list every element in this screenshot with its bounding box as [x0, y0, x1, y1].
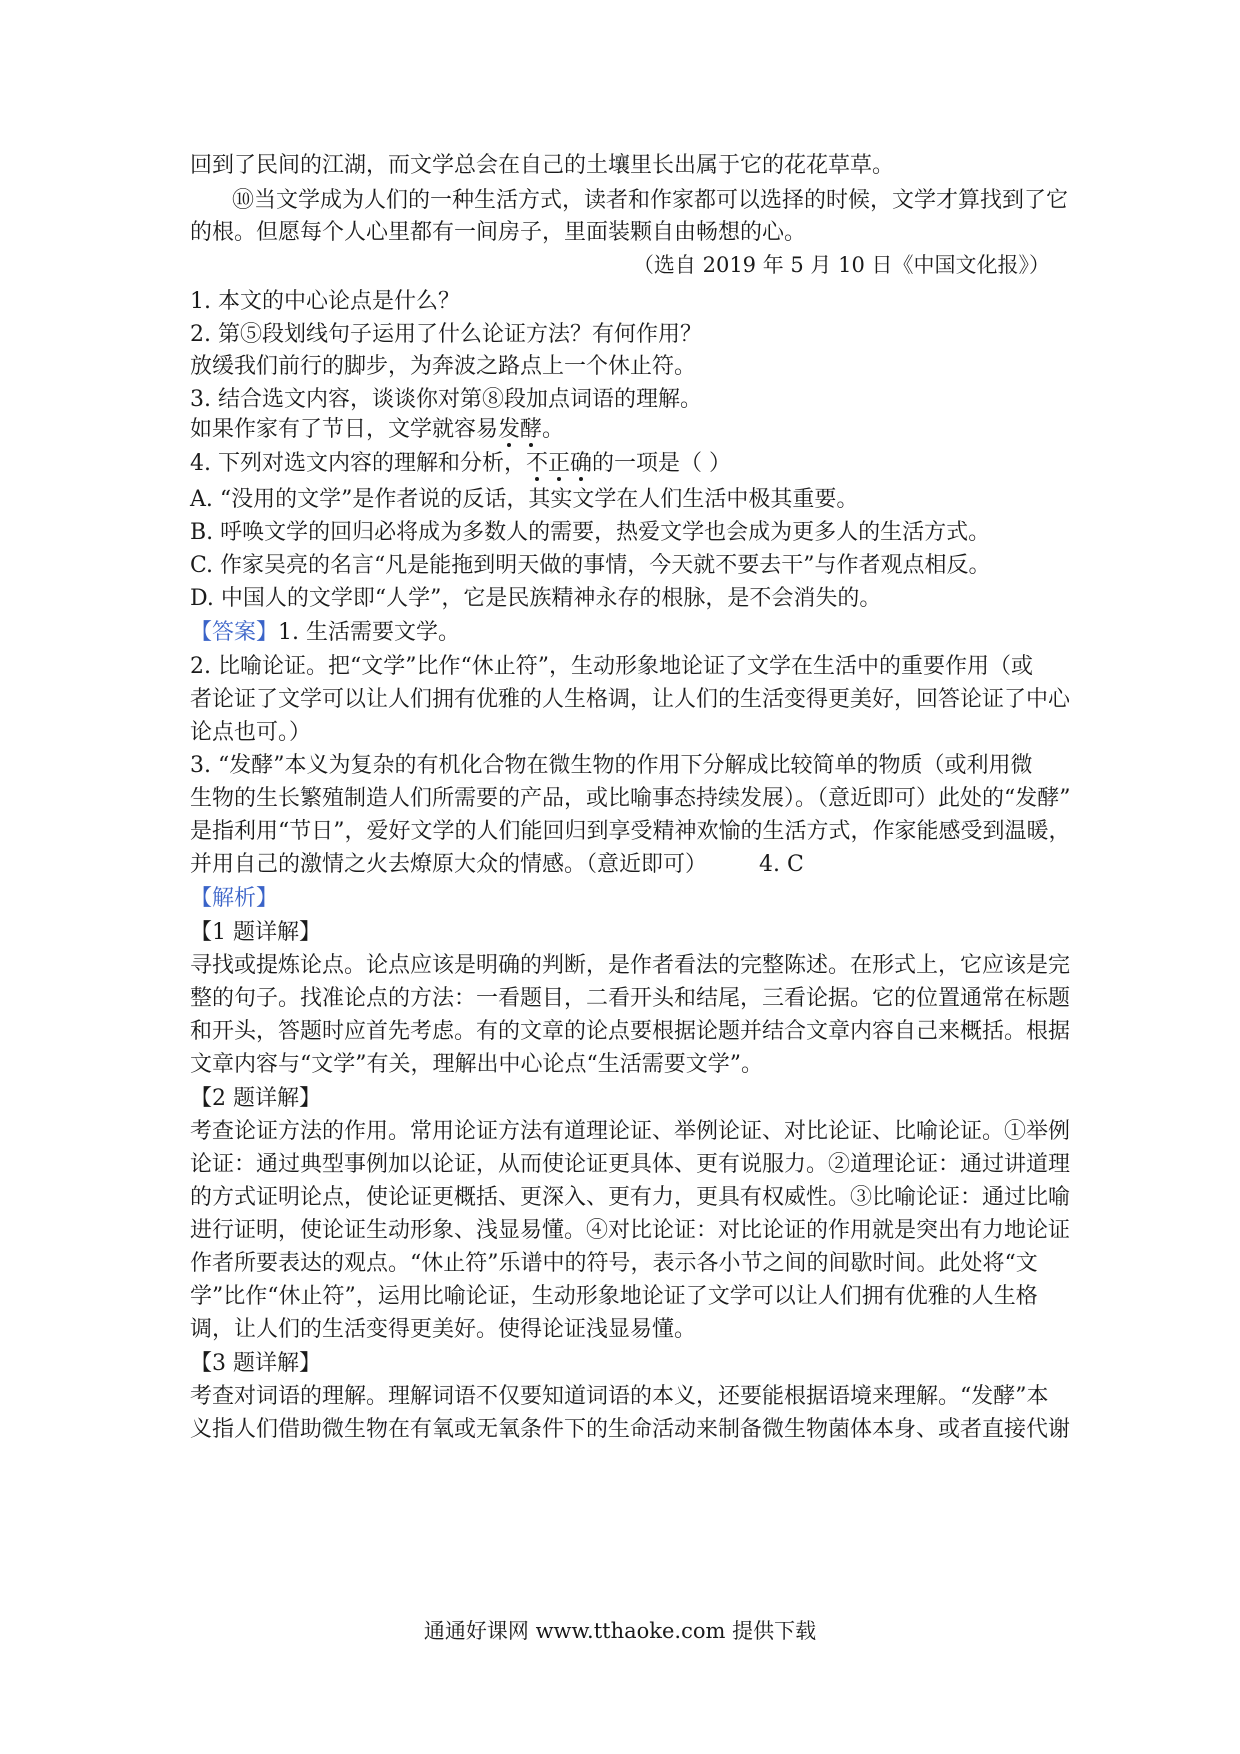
- analysis-1-line: 文章内容与“文学”有关，理解出中心论点“生活需要文学”。: [190, 1052, 763, 1077]
- question-2: 2. 第⑤段划线句子运用了什么论证方法？有何作用？: [190, 322, 702, 347]
- analysis-2-line: 的方式证明论点，使论证更概括、更深入、更有力，更具有权威性。③比喻论证：通过比喻: [190, 1185, 1071, 1210]
- answer-2-line-1: 2. 比喻论证。把“文学”比作“休止符”，生动形象地论证了文学在生活中的重要作用（或: [190, 654, 1033, 679]
- analysis-2-line: 进行证明，使论证生动形象、浅显易懂。④对比论证：对比论证的作用就是突出有力地论证: [190, 1218, 1071, 1243]
- emphasis-dot-char: 正: [548, 451, 571, 476]
- answer-2-line-3: 论点也可。）: [190, 720, 312, 745]
- answer-2-line-2: 者论证了文学可以让人们拥有优雅的人生格调，让人们的生活变得更美好，回答论证了中心: [190, 687, 1071, 712]
- question-4-pre: 4. 下列对选文内容的理解和分析，: [190, 451, 526, 476]
- emphasis-dot-char: 确: [570, 451, 593, 476]
- analysis-2-line: 学”比作“休止符”，运用比喻论证，生动形象地论证了文学可以让人们拥有优雅的人生格: [190, 1284, 1038, 1309]
- paragraph-10-line-1: ⑩当文学成为人们的一种生活方式，读者和作家都可以选择的时候，文学才算找到了它: [232, 188, 1069, 213]
- option-b: B. 呼唤文学的回归必将成为多数人的需要，热爱文学也会成为更多人的生活方式。: [190, 520, 991, 545]
- question-3: 3. 结合选文内容，谈谈你对第⑧段加点词语的理解。: [190, 387, 702, 412]
- answer-3-line-1: 3. “发酵”本义为复杂的有机化合物在微生物的作用下分解成比较简单的物质（或利用微: [190, 753, 1033, 778]
- analysis-3-line: 考查对词语的理解。理解词语不仅要知道词语的本义，还要能根据语境来理解。“发酵”本: [190, 1384, 1049, 1409]
- source-citation: （选自 2019 年 5 月 10 日《中国文化报》）: [632, 253, 1050, 277]
- analysis-label: 【解析】: [190, 886, 279, 911]
- option-c: C. 作家吴亮的名言“凡是能拖到明天做的事情，今天就不要去干”与作者观点相反。: [190, 553, 991, 578]
- analysis-3-line: 义指人们借助微生物在有氧或无氧条件下的生命活动来制备微生物菌体本身、或者直接代谢: [190, 1417, 1071, 1442]
- emphasis-dot-char: 发: [498, 417, 521, 442]
- answer-4: 4. C: [759, 852, 804, 877]
- analysis-1-line: 和开头，答题时应首先考虑。有的文章的论点要根据论题并结合文章内容自己来概括。根据: [190, 1019, 1071, 1044]
- analysis-heading-1: 【1 题详解】: [190, 920, 321, 945]
- question-3-quote: [190, 415, 564, 445]
- question-2-quote: 放缓我们前行的脚步，为奔波之路点上一个休止符。: [190, 354, 697, 379]
- analysis-1-line: 整的句子。找准论点的方法：一看题目，二看开头和结尾，三看论据。它的位置通常在标题: [190, 986, 1071, 1011]
- answer-3-line-4: [190, 850, 804, 880]
- question-3-quote-post: 。: [542, 417, 565, 442]
- answer-3-line-2: 生物的生长繁殖制造人们所需要的产品，或比喻事态持续发展）。（意近即可）此处的“发酵”: [190, 786, 1071, 811]
- analysis-2-line: 调，让人们的生活变得更美好。使得论证浅显易懂。: [190, 1317, 697, 1342]
- emphasis-dot-char: 不: [526, 451, 549, 476]
- analysis-1-line: 寻找或提炼论点。论点应该是明确的判断，是作者看法的完整陈述。在形式上，它应该是完: [190, 953, 1071, 978]
- answer-3-line-3: 是指利用“节日”，爱好文学的人们能回归到享受精神欢愉的生活方式，作家能感受到温暖，: [190, 819, 1071, 844]
- continuation-text: 回到了民间的江湖，而文学总会在自己的土壤里长出属于它的花花草草。: [190, 153, 895, 178]
- analysis-heading-2: 【2 题详解】: [190, 1086, 321, 1111]
- analysis-heading-3: 【3 题详解】: [190, 1351, 321, 1376]
- emphasis-dot-char: 酵: [520, 417, 543, 442]
- answer-1: 1. 生活需要文学。: [278, 620, 460, 645]
- analysis-2-line: 考查论证方法的作用。常用论证方法有道理论证、举例论证、对比论证、比喻论证。①举例: [190, 1119, 1071, 1144]
- page-footer: 通通好课网 www.tthaoke.com 提供下载: [423, 1619, 817, 1643]
- answer-3-line-4-text: 并用自己的激情之火去燎原大众的情感。（意近即可）: [190, 852, 708, 877]
- question-4: [190, 449, 731, 479]
- analysis-2-line: 作者所要表达的观点。“休止符”乐谱中的符号，表示各小节之间的间歇时间。此处将“文: [190, 1251, 1038, 1276]
- analysis-2-line: 论证：通过典型事例加以论证，从而使论证更具体、更有说服力。②道理论证：通过讲道理: [190, 1152, 1071, 1177]
- option-d: D. 中国人的文学即“人学”，它是民族精神永存的根脉，是不会消失的。: [190, 586, 882, 611]
- question-1: 1. 本文的中心论点是什么？: [190, 289, 460, 314]
- question-4-post: 的一项是（ ）: [592, 451, 732, 476]
- paragraph-10-line-2: 的根。但愿每个人心里都有一间房子，里面装颗自由畅想的心。: [190, 220, 807, 245]
- option-a: A. “没用的文学”是作者说的反话，其实文学在人们生活中极其重要。: [190, 487, 859, 512]
- question-3-quote-pre: 如果作家有了节日，文学就容易: [190, 417, 499, 442]
- answer-label: 【答案】: [190, 620, 279, 645]
- answer-1-line: [190, 618, 460, 648]
